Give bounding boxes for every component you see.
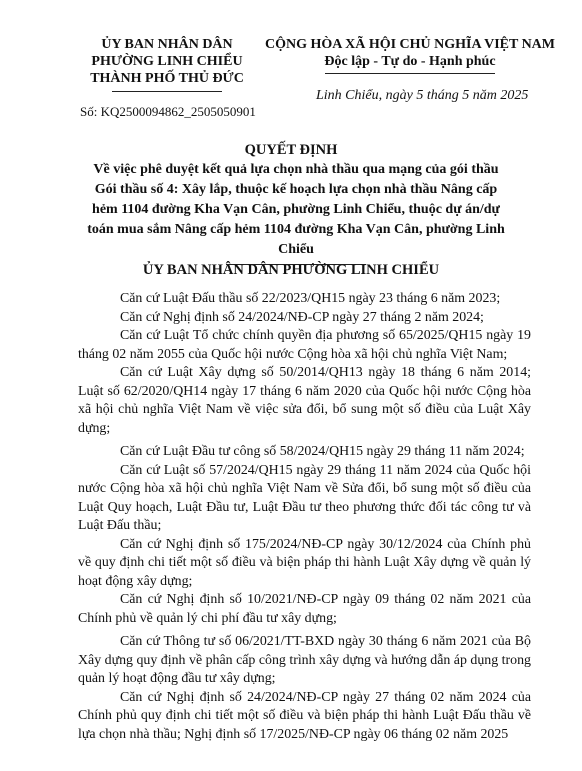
agency-line-3: THÀNH PHỐ THỦ ĐỨC xyxy=(90,71,244,86)
legal-basis-item: Căn cứ Luật Tổ chức chính quyền địa phương số 65/2025/QH15 ngày 19 tháng 02 năm 2055 của Quốc hội nước Cộng hòa xã hội chủ nghĩa Việt Nam; xyxy=(78,328,531,362)
issuing-authority: ỦY BAN NHÂN DÂN PHƯỜNG LINH CHIỂU xyxy=(142,262,440,278)
legal-basis-item: Căn cứ Nghị định số 175/2024/NĐ-CP ngày 30/12/2024 của Chính phủ về quy định chi tiết một số điều và biện pháp thi hành Luật Xây dựng về quản lý hoạt động xây dựng; xyxy=(78,536,531,589)
motto-underline xyxy=(325,73,495,74)
legal-basis-item: Căn cứ Nghị định số 24/2024/NĐ-CP ngày 27 tháng 02 năm 2024 của Chính phủ quy định chi tiết một số điều và biện pháp thi hành Luật Đấu thầu về lựa chọn nhà thầu; Nghị định số 17/2025/NĐ-CP ngày 06 tháng 02 năm 2025 xyxy=(78,689,531,742)
legal-basis-list xyxy=(78,290,531,744)
legal-basis-item: Căn cứ Luật Xây dựng số 50/2014/QH13 ngày 18 tháng 6 năm 2014; Luật số 62/2020/QH14 ngày 17 tháng 6 năm 2020 của Quốc hội nước Cộng hòa xã hội chủ nghĩa Việt Nam về việc sửa đổi, bổ sung một số điều của Luật Xây dựng; xyxy=(78,365,531,436)
legal-basis-item: Căn cứ Nghị định số 24/2024/NĐ-CP ngày 27 tháng 2 năm 2024; xyxy=(120,309,484,325)
legal-basis-item: Căn cứ Nghị định số 10/2021/NĐ-CP ngày 09 tháng 02 năm 2021 của Chính phủ về quản lý chi phí đầu tư xây dựng; xyxy=(78,592,531,626)
legal-basis-item: Căn cứ Thông tư số 06/2021/TT-BXD ngày 30 tháng 6 năm 2021 của Bộ Xây dựng quy định về phân cấp công trình xây dựng và hướng dẫn áp dụng trong quản lý hoạt động đầu tư xây dựng; xyxy=(78,634,531,686)
country-name: CỘNG HÒA XÃ HỘI CHỦ NGHĨA VIỆT NAM xyxy=(264,37,555,52)
legal-basis-item: Căn cứ Luật Đầu tư công số 58/2024/QH15 ngày 29 tháng 11 năm 2024; xyxy=(120,444,525,459)
agency-underline xyxy=(112,91,222,92)
national-motto: Độc lập - Tự do - Hạnh phúc xyxy=(324,54,496,69)
document-subject: Về việc phê duyệt kết quả lựa chọn nhà thầu qua mạng của gói thầu Gói thầu số 4: Xây lắp, thuộc kế hoạch lựa chọn nhà thầu Nâng cấp hẻm 1104 đường Kha Vạn Cân, phường Linh Chiểu, thuộc dự án/dự toán mua sắm Nâng cấp hẻm 1104 đường Kha Vạn Cân, phường Linh Chiểu xyxy=(87,162,505,257)
document-subject-block xyxy=(86,160,506,265)
legal-basis-item: Căn cứ Luật số 57/2024/QH15 ngày 29 tháng 11 năm 2024 của Quốc hội nước Cộng hòa xã hội chủ nghĩa Việt Nam về Sửa đổi, bổ sung một số điều của Luật Quy hoạch, Luật Đầu tư, Luật Đầu tư theo phương thức đối tác công tư và Luật Đấu thầu; xyxy=(78,462,531,533)
document-number: Số: KQ2500094862_2505050901 xyxy=(80,104,256,119)
issue-date: Linh Chiểu, ngày 5 tháng 5 năm 2025 xyxy=(316,88,529,103)
legal-basis-item: Căn cứ Luật Đấu thầu số 22/2023/QH15 ngày 23 tháng 6 năm 2023; xyxy=(120,291,501,306)
agency-line-2: PHƯỜNG LINH CHIỂU xyxy=(91,54,243,69)
national-motto-block xyxy=(250,36,570,74)
document-title: QUYẾT ĐỊNH xyxy=(244,142,338,158)
agency-line-1: ỦY BAN NHÂN DÂN xyxy=(101,37,233,52)
issuing-agency-block xyxy=(52,36,282,92)
